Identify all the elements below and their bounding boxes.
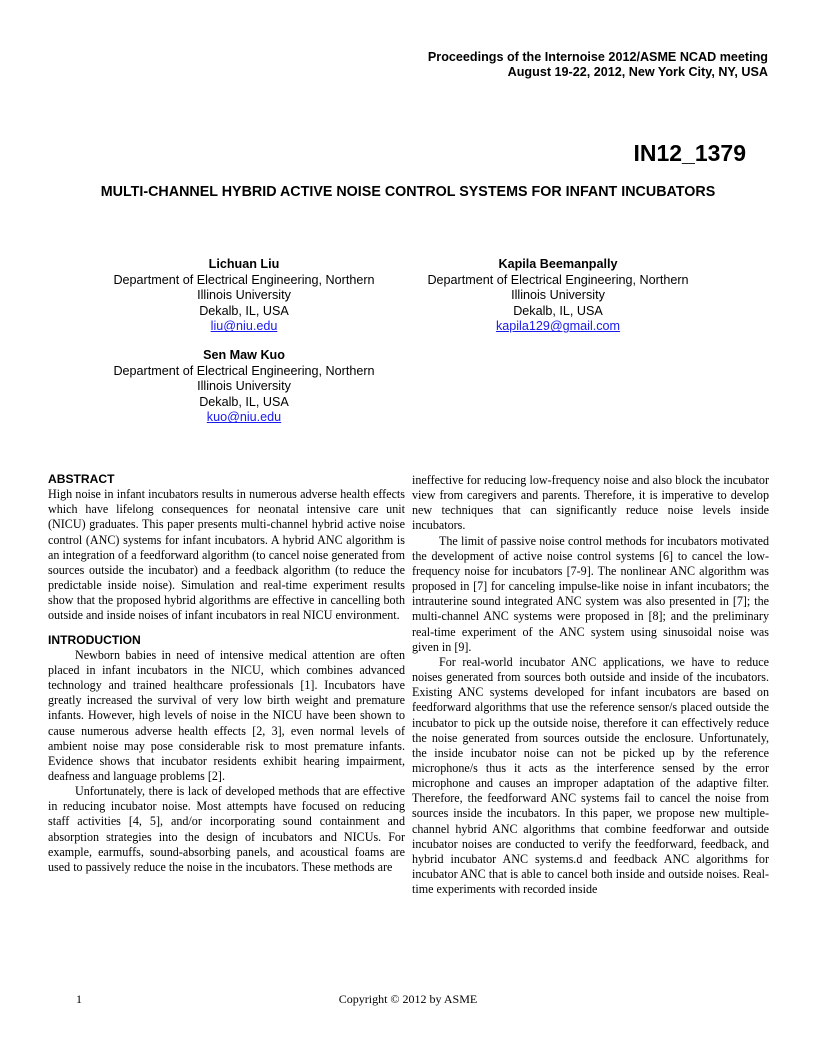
- body-paragraph: Newborn babies in need of intensive medical attention are often placed in infant incubators in the NICU, which combines advanced technology and trained healthcare professionals [1]. Incubators have greatly increased the survival of very low birth weight and premature infants. However, high levels of noise in the NICU have been shown to cause numerous adverse health effects [2, 3], even normal levels of ambient noise may pose considerable risk to most premature infants. Evidence shows that incubator residents exhibit hearing impairment, deafness and language problems [2].: [48, 647, 405, 783]
- body-paragraph: The limit of passive noise control methods for incubators motivated the development of active noise control systems [6] to cancel the low-frequency noise for incubators [7-9]. The nonlinear ANC algorithm was proposed in [7] for canceling impulse-like noise in infant incubators; the intrauterine sound integrated ANC system was also presented in [7]; the multi-channel ANC systems were proposed in [8]; and the preliminary real-time experiment of the ANC system using sinusoidal noise was given in [9].: [412, 533, 769, 654]
- author-affiliation: Department of Electrical Engineering, Northern Illinois University: [113, 272, 375, 303]
- author-email-link[interactable]: kapila129@gmail.com: [495, 319, 621, 334]
- body-paragraph: ineffective for reducing low-frequency noise and also block the incubator view from caregivers and parents. Therefore, it is imperative to develop new techniques that can significantly reduce noise levels inside incubators.: [412, 473, 769, 533]
- paper-id: IN12_1379: [633, 140, 746, 166]
- author-name: Lichuan Liu: [208, 257, 280, 271]
- author-location: Dekalb, IL, USA: [513, 303, 603, 318]
- author-affiliation: Department of Electrical Engineering, Northern Illinois University: [113, 363, 375, 394]
- author-location: Dekalb, IL, USA: [199, 303, 289, 318]
- author-name: Kapila Beemanpally: [498, 257, 618, 271]
- body-paragraph: Unfortunately, there is lack of developed methods that are effective in reducing incubator noise. Most attempts have focused on reducing staff activities [4, 5], and/or incorporating sound containment and absorption strategies into the design of incubators and NICUs. For example, earmuffs, sound-absorbing panels, and acoustical foams are used to passively reduce the noise in the incubators. These methods are: [48, 784, 405, 874]
- introduction-heading: INTRODUCTION: [48, 632, 141, 647]
- author-email-link[interactable]: liu@niu.edu: [210, 319, 278, 334]
- right-column: [412, 473, 769, 897]
- body-paragraph: For real-world incubator ANC applications, we have to reduce noises generated from sources both outside and inside of the incubators. Existing ANC systems developed for infant incubators are based on feedforward algorithms that use the reference sensor/s placed outside the incubator to pick up the outside noise, therefore it can effectively reduce the noise generated from sources outside the enclosure. Unfortunately, the inside incubator noise can not be picked up by the reference microphone/s thus it acts as the interference sensed by the error microphone and causes an improper adaptation of the adaptive filter. Therefore, the feedforward ANC systems fail to cancel the noise from sources inside the incubators. In this paper, we propose new multiple-channel hybrid ANC algorithms that combine feedforwar and outside incubator noises are conducted to verify the feedforward, feedback, and hybrid incubator ANC systems.d and feedback ANC algorithms for incubator ANC that is able to cancel both inside and outside noises. Real-time experiments with recorded inside: [412, 654, 769, 897]
- proceedings-line-2: August 19-22, 2012, New York City, NY, USA: [507, 65, 768, 79]
- paper-title: MULTI-CHANNEL HYBRID ACTIVE NOISE CONTROL SYSTEMS FOR INFANT INCUBATORS: [100, 184, 716, 200]
- abstract-text: High noise in infant incubators results in numerous adverse health effects which have lifelong consequences for neonatal intensive care unit (NICU) graduates. This paper presents multi-channel hybrid active noise control (ANC) systems for infant incubators. A hybrid ANC algorithm is an integration of a feedforward algorithm (to cancel noise generated from sources outside the incubator) and a feedback algorithm (to reduce the predictable inside noise). Simulation and real-time experiment results show that the proposed hybrid algorithms are effective in cancelling both outside and inside noises of infant incubators in real NICU environment.: [48, 487, 405, 623]
- author-name: Sen Maw Kuo: [203, 348, 285, 362]
- proceedings-line-1: Proceedings of the Internoise 2012/ASME NCAD meeting: [427, 50, 768, 64]
- proceedings-header: [428, 50, 768, 80]
- author-location: Dekalb, IL, USA: [199, 394, 289, 409]
- author-block: [96, 257, 392, 335]
- left-column: [48, 472, 405, 875]
- author-affiliation: Department of Electrical Engineering, Northern Illinois University: [427, 272, 689, 303]
- copyright-notice: Copyright © 2012 by ASME: [338, 992, 478, 1006]
- abstract-heading: ABSTRACT: [48, 472, 115, 486]
- author-block: [96, 348, 392, 426]
- author-email-link[interactable]: kuo@niu.edu: [206, 410, 282, 425]
- author-block: [410, 257, 706, 335]
- page-number: 1: [76, 992, 82, 1006]
